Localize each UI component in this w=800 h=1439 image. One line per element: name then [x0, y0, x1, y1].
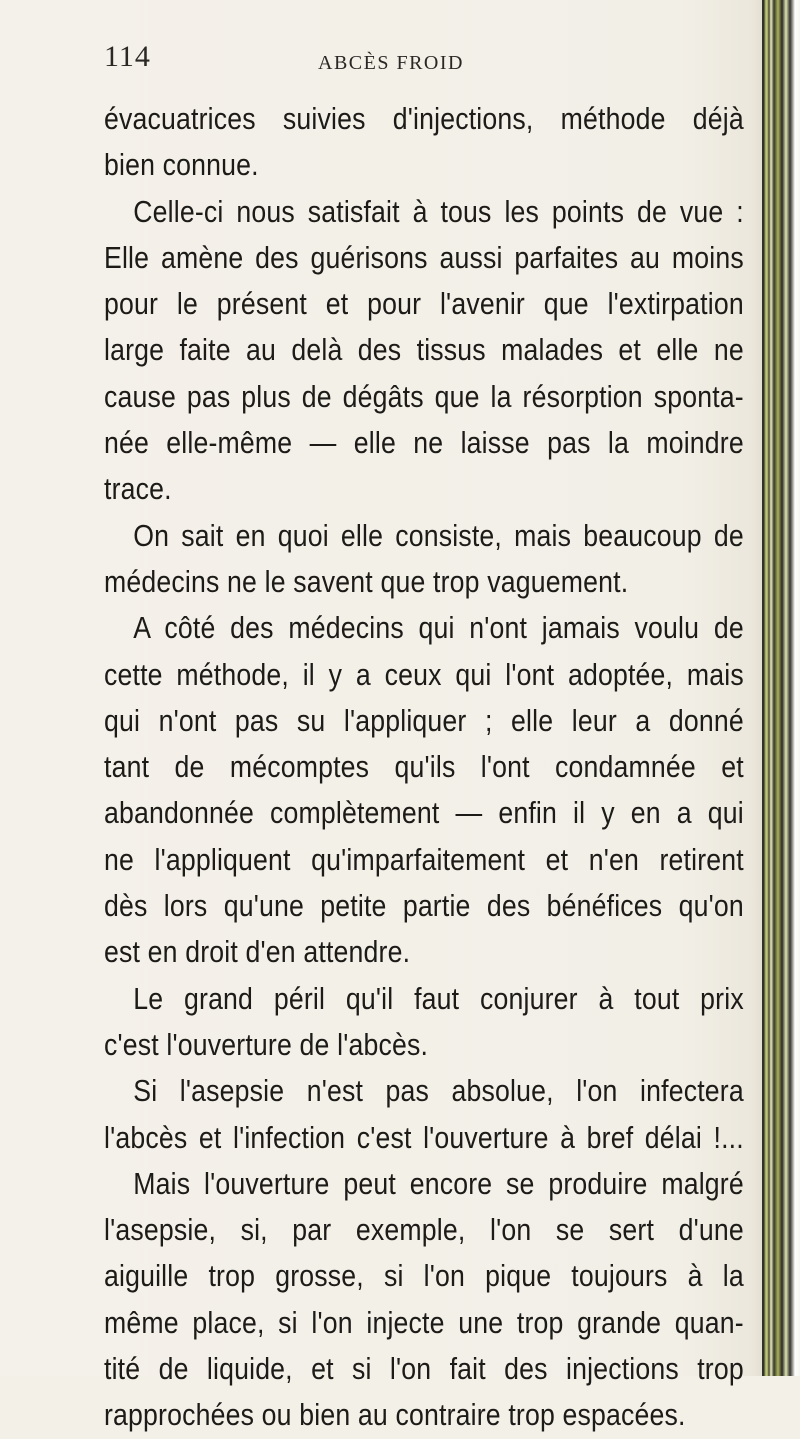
text-line: l'abcès et l'infection c'est l'ouverture à bref délai !... — [104, 1119, 744, 1155]
text-line: évacuatrices suivies d'injections, méthode déjà — [104, 101, 744, 136]
running-head: ABCÈS FROID — [318, 52, 464, 74]
text-line: Celle-ci nous satisfait à tous les points de vue : — [133, 193, 744, 229]
text-line: rapprochées ou bien au contraire trop espacées. — [104, 1397, 686, 1433]
text-line: médecins ne le savent que trop vaguement. — [104, 563, 629, 599]
page-edge-shadow — [762, 0, 800, 1376]
text-line: trace. — [104, 471, 172, 507]
page-header — [0, 40, 800, 80]
text-line: est en droit d'en attendre. — [104, 934, 411, 970]
text-line: large faite au delà des tissus malades et elle ne — [104, 332, 744, 368]
text-line: tant de mécomptes qu'ils l'ont condamnée et — [104, 749, 744, 785]
text-line: Le grand péril qu'il faut conjurer à tout prix — [133, 980, 744, 1016]
text-line: née elle-même — elle ne laisse pas la moindre — [104, 425, 744, 461]
text-line: dès lors qu'une petite partie des bénéfices qu'on — [104, 888, 744, 924]
text-line: Si l'asepsie n'est pas absolue, l'on infectera — [133, 1073, 744, 1109]
text-line: Mais l'ouverture peut encore se produire malgré — [133, 1165, 744, 1201]
text-line: bien connue. — [104, 147, 259, 183]
text-line: On sait en quoi elle consiste, mais beaucoup de — [133, 517, 744, 553]
text-line: même place, si l'on injecte une trop grande quan- — [104, 1304, 744, 1340]
text-line: A côté des médecins qui n'ont jamais voulu de — [133, 610, 744, 646]
text-line: c'est l'ouverture de l'abcès. — [104, 1026, 429, 1062]
text-line: abandonnée complètement — enfin il y en a qui — [104, 795, 744, 831]
text-line: Elle amène des guérisons aussi parfaites au moins — [104, 239, 744, 275]
body-text — [104, 96, 744, 1439]
text-line: tité de liquide, et si l'on fait des injections trop — [104, 1351, 744, 1387]
text-line: qui n'ont pas su l'appliquer ; elle leur a donné — [104, 702, 744, 738]
text-line: cause pas plus de dégâts que la résorption sponta- — [104, 378, 744, 414]
text-line: cette méthode, il y a ceux qui l'ont adoptée, mais — [104, 656, 744, 692]
text-line: pour le présent et pour l'avenir que l'extirpation — [104, 286, 744, 322]
text-line: aiguille trop grosse, si l'on pique toujours à la — [104, 1258, 744, 1294]
text-line: l'asepsie, si, par exemple, l'on se sert d'une — [104, 1212, 744, 1248]
text-line: ne l'appliquent qu'imparfaitement et n'en retirent — [104, 841, 744, 877]
page-number: 114 — [104, 40, 151, 73]
